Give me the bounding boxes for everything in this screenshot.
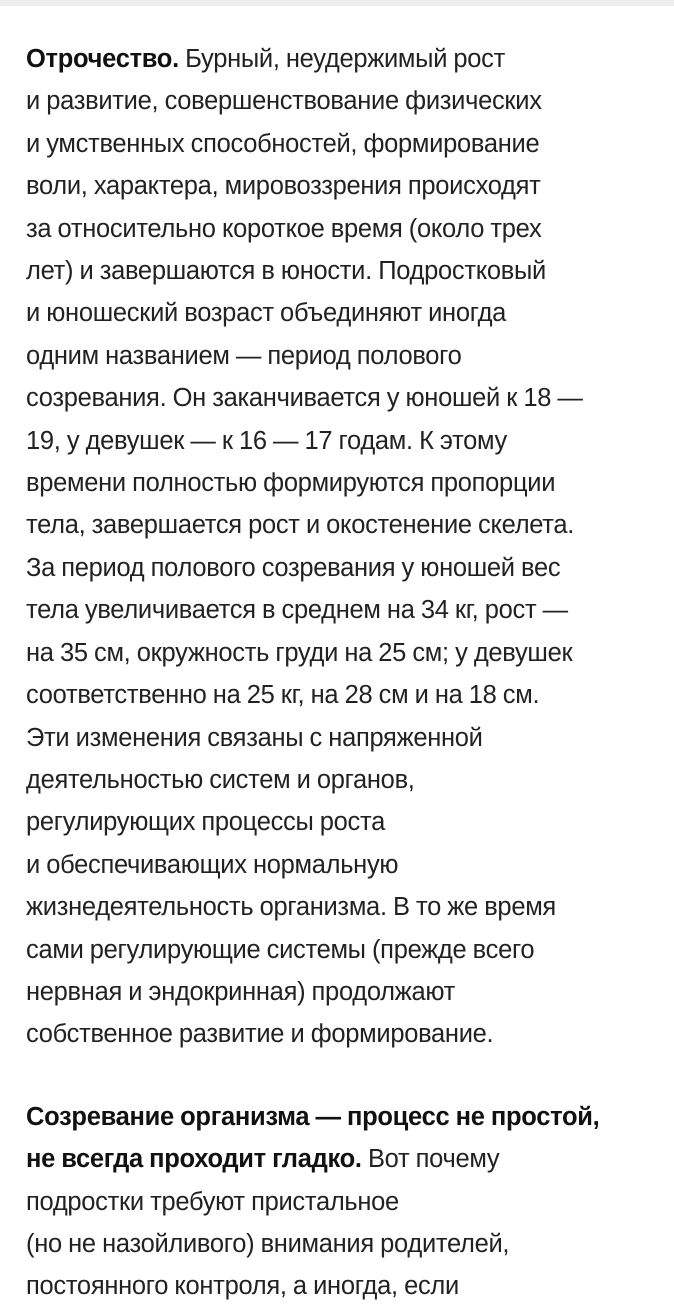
text-line — [26, 377, 666, 419]
line-text: тела увеличивается в среднем на 34 кг, рост — — [26, 596, 568, 625]
text-line — [26, 844, 666, 886]
text-line — [26, 589, 666, 631]
text-line — [26, 547, 666, 589]
text-line — [26, 38, 666, 80]
text-line — [26, 292, 666, 334]
line-text: 19, у девушек — к 16 — 17 годам. К этому — [26, 426, 508, 455]
line-text: Вот почему — [361, 1145, 500, 1174]
text-line — [26, 717, 666, 759]
line-text: Эти изменения связаны с напряженной — [26, 723, 483, 752]
line-text: постоянного контроля, а иногда, если — [26, 1272, 459, 1301]
text-line — [26, 886, 666, 928]
line-text: времени полностью формируются пропорции — [26, 469, 556, 498]
line-text: одним названием — период полового — [26, 341, 462, 370]
line-text: на 35 см, окружность груди на 25 см; у девушек — [26, 638, 573, 667]
text-line — [26, 971, 666, 1013]
text-line — [26, 929, 666, 971]
text-line — [26, 420, 666, 462]
text-line — [26, 674, 666, 716]
line-text: сами регулирующие системы (прежде всего — [26, 935, 535, 964]
line-text: созревания. Он заканчивается у юношей к 18 — — [26, 384, 583, 413]
line-text: воли, характера, мировоззрения происходят — [26, 172, 541, 201]
text-line — [26, 208, 666, 250]
bold-lead-text: не всегда проходит гладко. — [26, 1145, 362, 1174]
line-text: и обеспечивающих нормальную — [26, 850, 399, 879]
top-edge-strip — [0, 0, 674, 6]
line-text: жизнедеятельность организма. В то же время — [26, 893, 556, 922]
line-text: подростки требуют пристальное — [26, 1187, 399, 1216]
text-line — [26, 123, 666, 165]
line-text: нервная и эндокринная) продолжают — [26, 977, 456, 1006]
line-text: и юношеский возраст объединяют иногда — [26, 299, 507, 328]
paragraph-adolescence — [26, 38, 666, 1056]
text-line — [26, 1096, 666, 1138]
text-line — [26, 504, 666, 546]
text-line — [26, 250, 666, 292]
text-line — [26, 1265, 666, 1307]
paragraph-maturation — [26, 1096, 666, 1308]
line-text: деятельностью систем и органов, — [26, 765, 415, 794]
text-line — [26, 801, 666, 843]
line-text: и развитие, совершенствование физических — [26, 87, 542, 116]
text-line — [26, 1138, 666, 1180]
text-line — [26, 165, 666, 207]
text-line — [26, 1181, 666, 1223]
line-text: (но не назойливого) внимания родителей, — [26, 1229, 510, 1258]
text-line — [26, 80, 666, 122]
text-line — [26, 1223, 666, 1265]
bold-lead-text: Созревание организма — процесс не простой, — [26, 1102, 600, 1131]
line-text: регулирующих процессы роста — [26, 808, 385, 837]
bold-lead-text: Отрочество. — [26, 45, 179, 73]
line-text: соответственно на 25 кг, на 28 см и на 18 см. — [26, 681, 540, 710]
line-text: собственное развитие и формирование. — [26, 1020, 494, 1049]
text-line — [26, 632, 666, 674]
line-text: лет) и завершаются в юности. Подростковый — [26, 257, 546, 286]
line-text: тела, завершается рост и окостенение скелета. — [26, 511, 575, 540]
line-text: Бурный, неудержимый рост — [178, 45, 506, 73]
text-line — [26, 759, 666, 801]
line-text: и умственных способностей, формирование — [26, 129, 540, 158]
text-line — [26, 335, 666, 377]
article-body — [26, 38, 666, 1308]
line-text: За период полового созревания у юношей вес — [26, 553, 561, 582]
text-line — [26, 1013, 666, 1055]
text-line — [26, 462, 666, 504]
line-text: за относительно короткое время (около трех — [26, 214, 542, 243]
